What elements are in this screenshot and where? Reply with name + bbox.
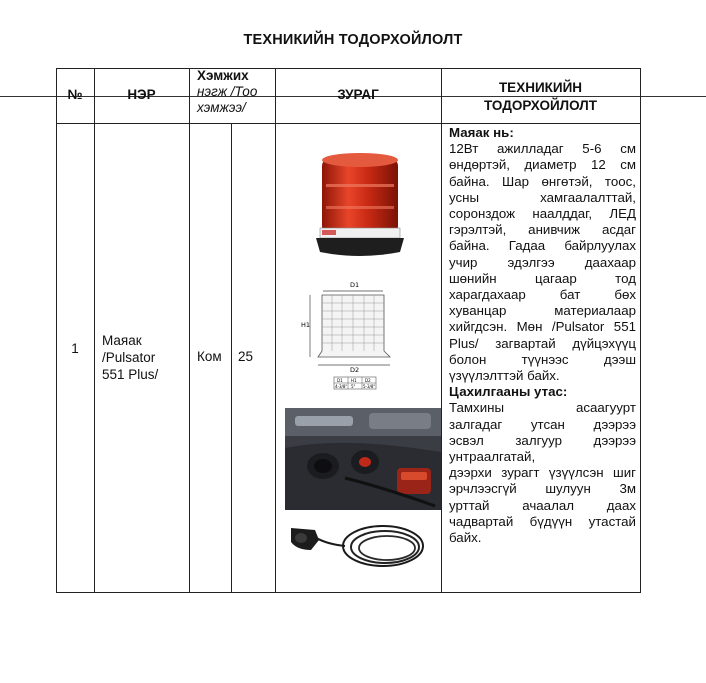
spec-line: урттай ачаалал даах xyxy=(449,497,636,513)
spec-line: эсвэл залгуур дээрээ xyxy=(449,432,636,448)
row-name-line: 551 Plus/ xyxy=(102,367,159,382)
header-spec-line: ТЕХНИКИЙН xyxy=(498,80,583,95)
spec-line: шөнийн цагаар тод xyxy=(449,270,636,286)
header-unit-line: хэмжээ/ xyxy=(197,100,246,115)
page-title: ТЕХНИКИЙН ТОДОРХОЙЛОЛТ xyxy=(243,32,463,48)
header-unit xyxy=(197,68,257,116)
col-border xyxy=(94,68,95,593)
spec-line: эрчлээсгүй шулуун 3м xyxy=(449,481,636,497)
table-bottom-border xyxy=(56,592,640,593)
spec-heading: Цахилгааны утас: xyxy=(449,384,568,400)
spec-line: болон түүнээс дээш xyxy=(449,351,636,367)
header-image: ЗУРАГ xyxy=(337,87,379,102)
col-border xyxy=(275,68,276,593)
spec-line: соронздож наалддаг, ЛЕД xyxy=(449,206,636,222)
dim-header: D1 xyxy=(337,378,343,383)
dim-header: H1 xyxy=(351,378,357,383)
col-border xyxy=(640,68,641,593)
drawing-label-d2: D2 xyxy=(350,366,360,374)
row-unit: Ком xyxy=(197,349,222,364)
header-unit-line: нэгж /Тоо xyxy=(197,84,258,99)
col-border xyxy=(56,68,57,593)
header-no: № xyxy=(67,87,83,102)
spec-line: хуванцар материалаар xyxy=(449,303,636,319)
spec-line: байна. Гадаа байрлуулах xyxy=(449,238,636,254)
spec-line: үзүүлэлттэй байх. xyxy=(449,368,560,384)
row-no: 1 xyxy=(71,341,79,356)
spec-heading: Маяак нь: xyxy=(449,125,514,140)
beacon-dimension-drawing xyxy=(298,277,408,391)
spec-line: дээрхи зурагт үзүүлсэн шиг xyxy=(449,465,636,481)
dim-header: D2 xyxy=(365,378,371,383)
spec-line: усны хамгаалалттай, xyxy=(449,189,636,205)
spec-line: гэрэлтэй, анивчиж асдаг xyxy=(449,222,636,238)
spec-line: унтраалгатай, xyxy=(449,449,536,465)
row-name-line: Маяак xyxy=(102,333,142,348)
spec-line: залгадаг утсан дээрээ xyxy=(449,416,636,432)
spec-line: байна. Шар өнгөтэй, тоос, xyxy=(449,173,636,189)
header-unit-line: Хэмжих xyxy=(197,68,249,83)
spec-line: байх. xyxy=(449,530,482,546)
drawing-label-d1: D1 xyxy=(350,281,360,289)
row-qty: 25 xyxy=(238,349,254,364)
header-spec-line: ТОДОРХОЙЛОЛТ xyxy=(483,98,598,113)
row-name-line: /Pulsator xyxy=(102,350,156,365)
drawing-label-h: H1 xyxy=(301,321,311,329)
table-header-border xyxy=(56,123,640,124)
spec-line: учир эдэлгээ даахаар xyxy=(449,254,636,270)
spec-line: харагдахаар бат бөх xyxy=(449,287,636,303)
car-socket-photo xyxy=(285,408,441,510)
col-border xyxy=(441,68,442,593)
spec-line: чадвартай бүдүүн утастай xyxy=(449,513,636,529)
power-cable-photo xyxy=(285,516,435,576)
dim-value: 5" xyxy=(351,384,356,389)
col-border xyxy=(231,123,232,593)
spec-line: өндөртэй, диаметр 12 см xyxy=(449,157,636,173)
col-border xyxy=(189,68,190,593)
header-spec xyxy=(441,79,640,115)
spec-line: Тамхины асаагуурт xyxy=(449,400,636,416)
spec-line: 12Вт ажилладаг 5-6 см xyxy=(449,141,636,157)
row-name xyxy=(102,332,158,383)
spec-line: Plus/ загвартай дүйцэхүүц xyxy=(449,335,636,351)
spec-description xyxy=(449,125,636,546)
spec-line: хийгдсэн. Мөн /Pulsator 551 xyxy=(449,319,636,335)
beacon-photo xyxy=(312,148,408,266)
dim-value: 4-3/8" xyxy=(335,384,348,389)
header-name: НЭР xyxy=(127,87,156,102)
table-top-border xyxy=(56,68,640,69)
dim-value: 5-3/8" xyxy=(363,384,376,389)
